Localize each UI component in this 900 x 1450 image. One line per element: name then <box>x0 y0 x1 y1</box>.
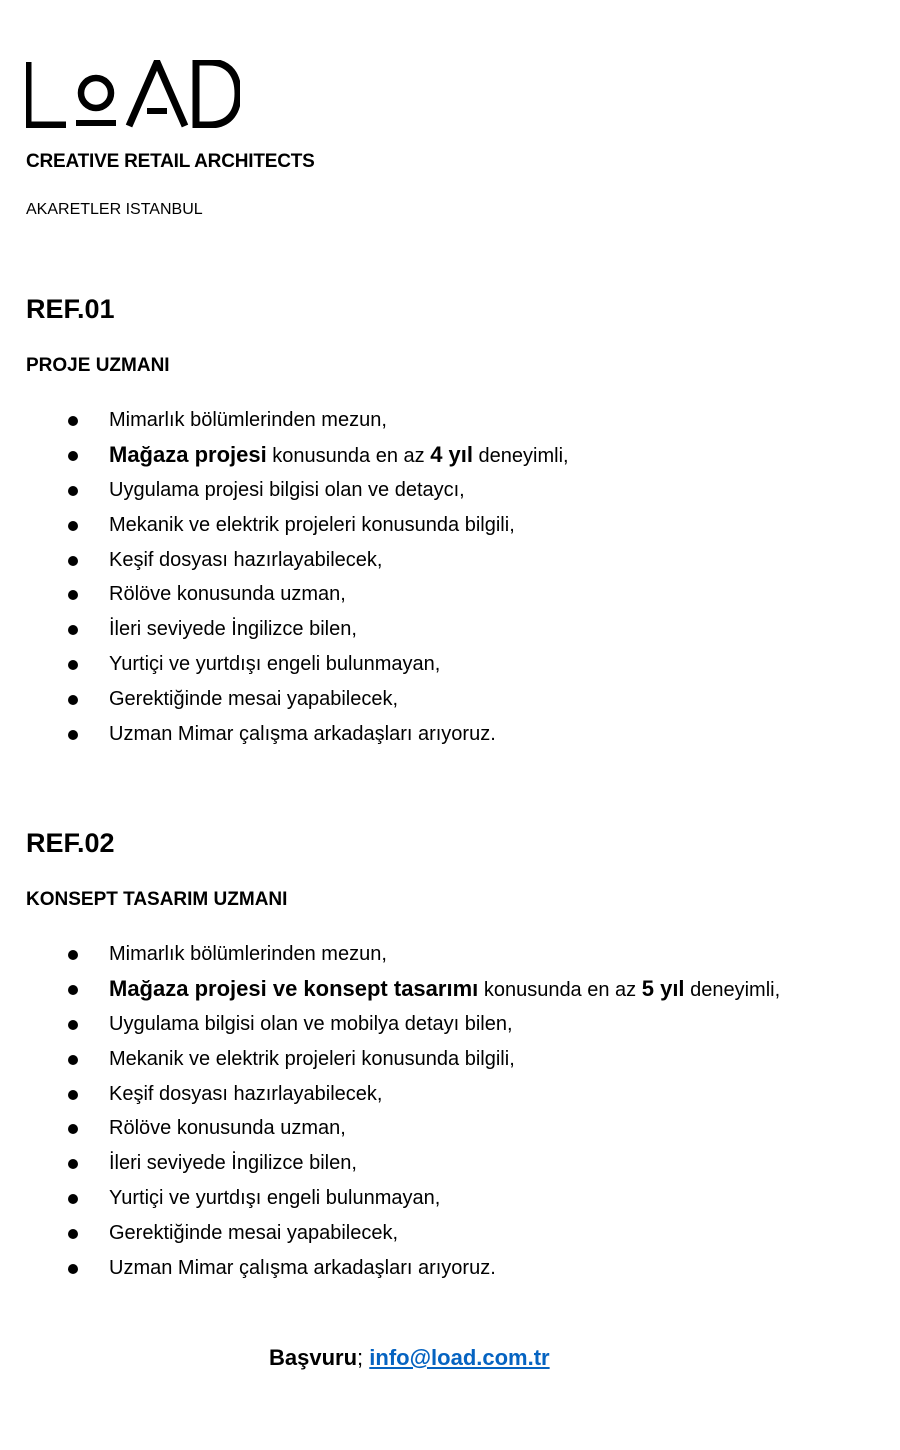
bullet-icon <box>68 1090 78 1100</box>
bullet-icon <box>68 451 78 461</box>
ref-02-code: REF.02 <box>26 828 115 858</box>
bullet-icon <box>68 521 78 531</box>
ref-01-code: REF.01 <box>26 294 115 324</box>
bullet-icon <box>68 1264 78 1274</box>
bullet-icon <box>68 985 78 995</box>
bullet-icon <box>68 416 78 426</box>
bullet-icon <box>68 1194 78 1204</box>
bullet-icon <box>68 1055 78 1065</box>
bullet-icon <box>68 590 78 600</box>
load-logo <box>26 60 240 128</box>
bullet-icon <box>68 1020 78 1030</box>
separator: ; <box>357 1345 370 1370</box>
ref-01-role: PROJE UZMANI <box>26 355 170 376</box>
bullet-icon <box>68 625 78 635</box>
company-tagline: CREATIVE RETAIL ARCHITECTS <box>26 151 315 172</box>
bullet-icon <box>68 695 78 705</box>
ref-02-role: KONSEPT TASARIM UZMANI <box>26 889 288 910</box>
application-contact <box>269 1345 550 1371</box>
bullet-icon <box>68 556 78 566</box>
bullet-icon <box>68 950 78 960</box>
apply-label: Başvuru <box>269 1345 358 1370</box>
bullet-icon <box>68 1229 78 1239</box>
company-location: AKARETLER ISTANBUL <box>26 201 203 218</box>
bullet-icon <box>68 660 78 670</box>
job-posting-page: CREATIVE RETAIL ARCHITECTS AKARETLER ISTANBUL REF.01 PROJE UZMANI Mimarlık bölümlerinden mezun, Mağaza projesi konusunda en az 4 yıl deneyimli, Uygulama projesi bilgisi olan ve detaycı, Mekanik ve elektrik projeleri konusunda bilgili, Keşif dosyası hazırlayabilecek, Rölöve konusunda uzman, İleri seviyede İngilizce bilen, Yurtiçi ve yurtdışı engeli bulunmayan, Gerektiğinde mesai yapabilecek, Uzman Mimar çalışma arkadaşları arıyoruz. REF.02 KONSEPT TASARIM UZMANI Mimarlık bölümlerinden mezun, Mağaza projesi ve konsept tasarımı konusunda en az 5 yıl deneyimli, Uygulama bilgisi olan ve mobilya detayı bilen, Mekanik ve elektrik projeleri konusunda bilgili, Keşif dosyası hazırlayabilecek, Rölöve konusunda uzman, İleri seviyede İngilizce bilen, Yurtiçi ve yurtdışı engeli bulunmayan, Gerektiğinde mesai yapabilecek, Uzman Mimar çalışma arkadaşları arıyoruz. Başvuru; info@load.com.tr <box>0 0 900 1450</box>
bullet-icon <box>68 1124 78 1134</box>
bullet-icon <box>68 486 78 496</box>
email-link[interactable]: info@load.com.tr <box>369 1345 550 1370</box>
bullet-icon <box>68 730 78 740</box>
bullet-icon <box>68 1159 78 1169</box>
